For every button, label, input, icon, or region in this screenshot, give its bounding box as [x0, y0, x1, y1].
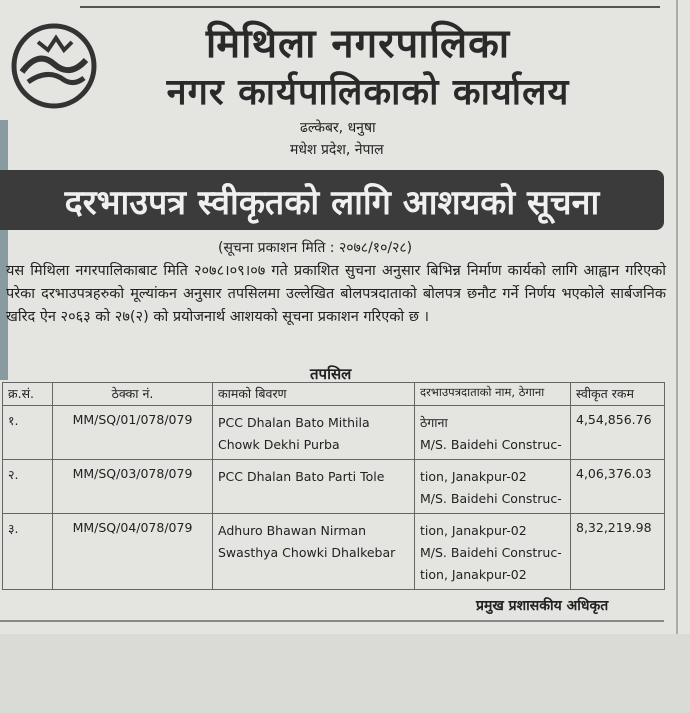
table-row — [3, 406, 665, 460]
row-sn: १. — [3, 406, 53, 460]
address-line-2: मधेश प्रदेश, नेपाल — [290, 142, 384, 158]
nepal-emblem-icon — [8, 20, 100, 112]
description-line: PCC Dhalan Bato Mithila — [218, 415, 370, 430]
bidder-details — [415, 459, 571, 513]
table-header-row — [3, 383, 665, 406]
bidder-line: tion, Janakpur-02 — [420, 468, 527, 484]
top-divider — [80, 6, 660, 8]
work-description — [213, 406, 415, 460]
schedule-title: तपसिल — [310, 365, 352, 383]
bottom-divider — [0, 620, 664, 622]
description-line: PCC Dhalan Bato Parti Tole — [218, 468, 385, 484]
contract-number: MM/SQ/04/078/079 — [53, 513, 213, 589]
bidder-line: ठेगाना — [420, 415, 448, 430]
description-line: Adhuro Bhawan Nirman — [218, 522, 367, 538]
signatory-title: प्रमुख प्रशासकीय अधिकृत — [476, 598, 609, 614]
bidder-details — [415, 513, 571, 589]
bidder-line: tion, Janakpur-02 — [420, 566, 527, 582]
binding-strip — [0, 120, 8, 380]
column-divider — [676, 0, 678, 713]
address-line-1: ढल्केबर, धनुषा — [300, 120, 376, 136]
table-row — [3, 459, 665, 513]
description-line: Chowk Dekhi Purba — [218, 437, 340, 452]
bidder-line: M/S. Baidehi Construc- — [420, 544, 562, 560]
approved-amount: 4,06,376.03 — [571, 459, 665, 513]
municipality-name: मिथिला नगरपालिका — [205, 21, 511, 67]
description-line: Swasthya Chowki Dhalkebar — [218, 544, 396, 560]
col-header-contract: ठेक्का नं. — [53, 383, 213, 406]
publication-date: (सूचना प्रकाशन मिति : २०७८/१०/२८) — [218, 240, 413, 256]
notice-title: दरभाउपत्र स्वीकृतको लागि आशयको सूचना — [64, 183, 600, 223]
approved-amount: 8,32,219.98 — [571, 513, 665, 589]
col-header-amount: स्वीकृत रकम — [571, 383, 665, 406]
bidder-line: M/S. Baidehi Construc- — [420, 437, 562, 452]
paper-fold — [0, 634, 690, 713]
table-row — [3, 513, 665, 589]
bidder-details — [415, 406, 571, 460]
contract-number: MM/SQ/03/078/079 — [53, 459, 213, 513]
bidder-line: tion, Janakpur-02 — [420, 522, 527, 538]
work-description — [213, 459, 415, 513]
row-sn: २. — [3, 459, 53, 513]
col-header-sn: क्र.सं. — [3, 383, 53, 406]
col-header-bidder: दरभाउपत्रदाताको नाम, ठेगाना — [415, 383, 571, 406]
row-sn: ३. — [3, 513, 53, 589]
bidder-line: M/S. Baidehi Construc- — [420, 490, 562, 506]
office-name: नगर कार्यपालिकाको कार्यालय — [166, 72, 570, 113]
approved-amount: 4,54,856.76 — [571, 406, 665, 460]
col-header-description: कामको बिवरण — [213, 383, 415, 406]
notice-body: यस मिथिला नगरपालिकाबाट मिति २०७८।०९।०७ गते प्रकाशित सुचना अनुसार बिभिन्न निर्माण कार्यको लागि आह्वान गरिएको परेका दरभाउपत्रहरुको मूल्यांकन अनुसार तपसिलमा उल्लेखित बोलपत्रदाताको बोलपत्र छनौट गर्ने निर्णय भएकोले सार्बजनिक खरिद ऐन २०६३ को २७(२) को प्रयोजनार्थ आशयको सूचना प्रकाशन गरिएको छ । — [6, 263, 666, 325]
schedule-table — [2, 382, 665, 590]
work-description — [213, 513, 415, 589]
contract-number: MM/SQ/01/078/079 — [53, 406, 213, 460]
